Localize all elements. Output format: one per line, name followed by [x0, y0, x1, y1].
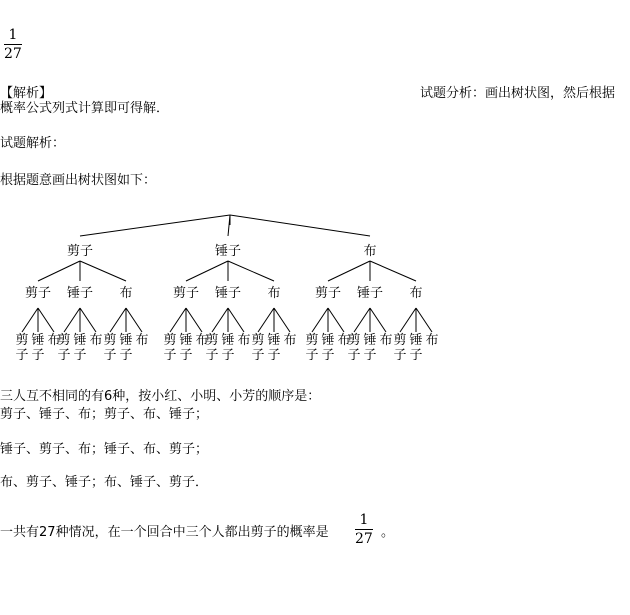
tree-branch-l3 [400, 308, 416, 332]
tree-node-l2: 剪子 [24, 286, 52, 301]
tree-leaf-top: 布 [89, 333, 103, 348]
tree-leaf-top: 锤 [221, 333, 235, 348]
tree-branch-l2 [370, 261, 416, 281]
final-line [0, 526, 329, 539]
tree-branch-l1 [80, 215, 230, 236]
tree-leaf-top: 布 [195, 333, 209, 348]
tree-branch-l1 [230, 215, 370, 236]
tree-node-l2: 锤子 [214, 286, 242, 301]
tree-leaf-bottom: 子 [321, 348, 335, 363]
tree-leaf-top: 布 [47, 333, 61, 348]
tree-branch-l3 [64, 308, 80, 332]
final-denominator: 27 [355, 531, 373, 547]
tree-node-l2: 锤子 [66, 286, 94, 301]
tree-node-l1: 剪子 [66, 244, 94, 259]
result-line4: 布、剪子、锤子；布、锤子、剪子． [0, 475, 209, 490]
tree-node-l2: 布 [409, 286, 423, 301]
tree-branch-l3 [370, 308, 386, 332]
tree-branch-l3 [22, 308, 38, 332]
tree-leaf-bottom: 子 [267, 348, 281, 363]
tree-leaf-bottom: 子 [409, 348, 423, 363]
tree-branch-l3 [228, 308, 244, 332]
tree-branch-l3 [328, 308, 344, 332]
result-line1-num: 6 [104, 389, 113, 404]
tree-leaf-top: 布 [379, 333, 393, 348]
final-num: 27 [39, 525, 56, 540]
tree-leaf-top: 剪 [205, 333, 219, 348]
tree-leaf-top: 布 [337, 333, 351, 348]
tree-branch-l2 [38, 261, 80, 281]
tree-leaf-top: 锤 [409, 333, 423, 348]
tree-branch-l1 [228, 215, 230, 236]
result-line1-b: 种，按小红、小明、小芳的顺序是： [112, 389, 321, 404]
final-numerator: 1 [359, 512, 369, 528]
tree-leaf-bottom: 子 [73, 348, 87, 363]
tree-leaf-top: 剪 [103, 333, 117, 348]
final-a: 一共有 [0, 525, 40, 540]
final-end: 。 [381, 525, 395, 540]
tree-branch-l2 [80, 261, 126, 281]
tree-branch-l3 [186, 308, 202, 332]
tree-leaf-bottom: 子 [393, 348, 407, 363]
analysis-line2: 概率公式列式计算即可得解． [0, 101, 170, 116]
analysis-heading: 【解析】 [0, 86, 53, 101]
tree-leaf-top: 剪 [305, 333, 319, 348]
tree-node-l2: 剪子 [172, 286, 200, 301]
tree-leaf-top: 剪 [251, 333, 265, 348]
final-fraction [355, 512, 373, 547]
tree-leaf-bottom: 子 [57, 348, 71, 363]
tree-leaf-top: 剪 [393, 333, 407, 348]
tree-leaf-bottom: 子 [347, 348, 361, 363]
tree-leaf-bottom: 子 [103, 348, 117, 363]
answer-fraction [4, 27, 22, 62]
tree-diagram [0, 205, 630, 375]
tree-branch-l3 [258, 308, 274, 332]
tree-leaf-top: 锤 [31, 333, 45, 348]
tree-leaf-top: 锤 [267, 333, 281, 348]
tree-leaf-top: 剪 [57, 333, 71, 348]
tree-leaf-bottom: 子 [15, 348, 29, 363]
tree-leaf-top: 布 [237, 333, 251, 348]
tree-leaf-bottom: 子 [31, 348, 45, 363]
tree-leaf-top: 锤 [73, 333, 87, 348]
tree-branch-l3 [274, 308, 290, 332]
result-line2: 剪子、锤子、布；剪子、布、锤子； [0, 407, 209, 422]
tree-leaf-top: 布 [135, 333, 149, 348]
tree-leaf-bottom: 子 [305, 348, 319, 363]
tree-leaf-top: 剪 [347, 333, 361, 348]
tree-branch-l3 [126, 308, 142, 332]
tree-leaf-bottom: 子 [251, 348, 265, 363]
tree-node-l2: 剪子 [314, 286, 342, 301]
tree-leaf-bottom: 子 [221, 348, 235, 363]
solution-label: 试题解析： [0, 136, 66, 151]
tree-branch-l3 [212, 308, 228, 332]
tree-branch-l2 [328, 261, 370, 281]
tree-leaf-top: 锤 [119, 333, 133, 348]
tree-branch-l3 [354, 308, 370, 332]
tree-leaf-bottom: 子 [163, 348, 177, 363]
tree-branch-l3 [312, 308, 328, 332]
tree-leaf-top: 锤 [321, 333, 335, 348]
tree-leaf-top: 锤 [179, 333, 193, 348]
tree-branch-l3 [38, 308, 54, 332]
tree-node-l1: 锤子 [214, 244, 242, 259]
tree-leaf-bottom: 子 [179, 348, 193, 363]
tree-leaf-top: 锤 [363, 333, 377, 348]
result-line3: 锤子、剪子、布；锤子、布、剪子； [0, 442, 209, 457]
final-fraction-bar [355, 529, 373, 530]
tree-node-l1: 布 [363, 244, 377, 259]
fraction-bar [4, 44, 22, 45]
tree-leaf-bottom: 子 [363, 348, 377, 363]
tree-node-l2: 布 [119, 286, 133, 301]
tree-node-l2: 布 [267, 286, 281, 301]
tree-branch-l3 [416, 308, 432, 332]
tree-leaf-bottom: 子 [119, 348, 133, 363]
tree-node-l2: 锤子 [356, 286, 384, 301]
tree-branch-l2 [228, 261, 274, 281]
tree-leaf-top: 剪 [15, 333, 29, 348]
tree-leaf-bottom: 子 [205, 348, 219, 363]
result-line1 [0, 390, 320, 403]
tree-branch-l3 [110, 308, 126, 332]
final-b: 种情况，在一个回合中三个人都出剪子的概率是 [55, 525, 329, 540]
tree-intro: 根据题意画出树状图如下： [0, 173, 157, 188]
answer-denominator: 27 [4, 46, 22, 62]
tree-branch-l2 [186, 261, 228, 281]
tree-leaf-top: 布 [283, 333, 297, 348]
tree-branch-l3 [80, 308, 96, 332]
analysis-right-text: 试题分析：画出树状图，然后根据 [420, 86, 616, 101]
tree-branch-l3 [170, 308, 186, 332]
result-line1-a: 三人互不相同的有 [0, 389, 105, 404]
answer-numerator: 1 [8, 27, 18, 43]
tree-leaf-top: 剪 [163, 333, 177, 348]
tree-leaf-top: 布 [425, 333, 439, 348]
